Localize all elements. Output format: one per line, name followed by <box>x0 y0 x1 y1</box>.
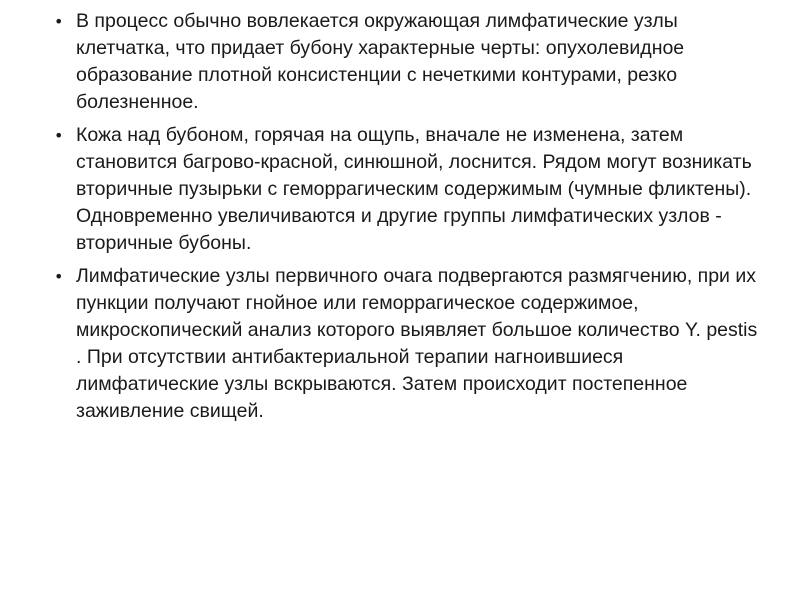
bullet-list <box>52 8 764 431</box>
bullet-dot-icon: • <box>54 126 64 145</box>
bullet-text: Лимфатические узлы первичного очага подвергаются размягчению, при их пункции получают гнойное или геморрагическое содержимое, микроскопический анализ которого выявляет большое количество Y. pestis . При отсутствии антибактериальной терапии нагноившиеся лимфатические узлы вскрываются. Затем происходит постепенное заживление свищей. <box>76 265 758 422</box>
bullet-item <box>52 8 764 116</box>
bullet-item <box>52 263 764 425</box>
bullet-dot-icon: • <box>54 12 64 31</box>
bullet-item <box>52 122 764 257</box>
bullet-text: В процесс обычно вовлекается окружающая лимфатические узлы клетчатка, что придает бубону характерные черты: опухолевидное образование плотной консистенции с нечеткими контурами, резко болезненное. <box>76 10 685 113</box>
bullet-text: Кожа над бубоном, горячая на ощупь, вначале не изменена, затем становится багрово-красной, синюшной, лоснится. Рядом могут возникать вторичные пузырьки с геморрагическим содержимым (чумные фликтены). Одновременно увеличиваются и другие группы лимфатических узлов - вторичные бубоны. <box>76 124 752 254</box>
bullet-dot-icon: • <box>54 267 64 286</box>
